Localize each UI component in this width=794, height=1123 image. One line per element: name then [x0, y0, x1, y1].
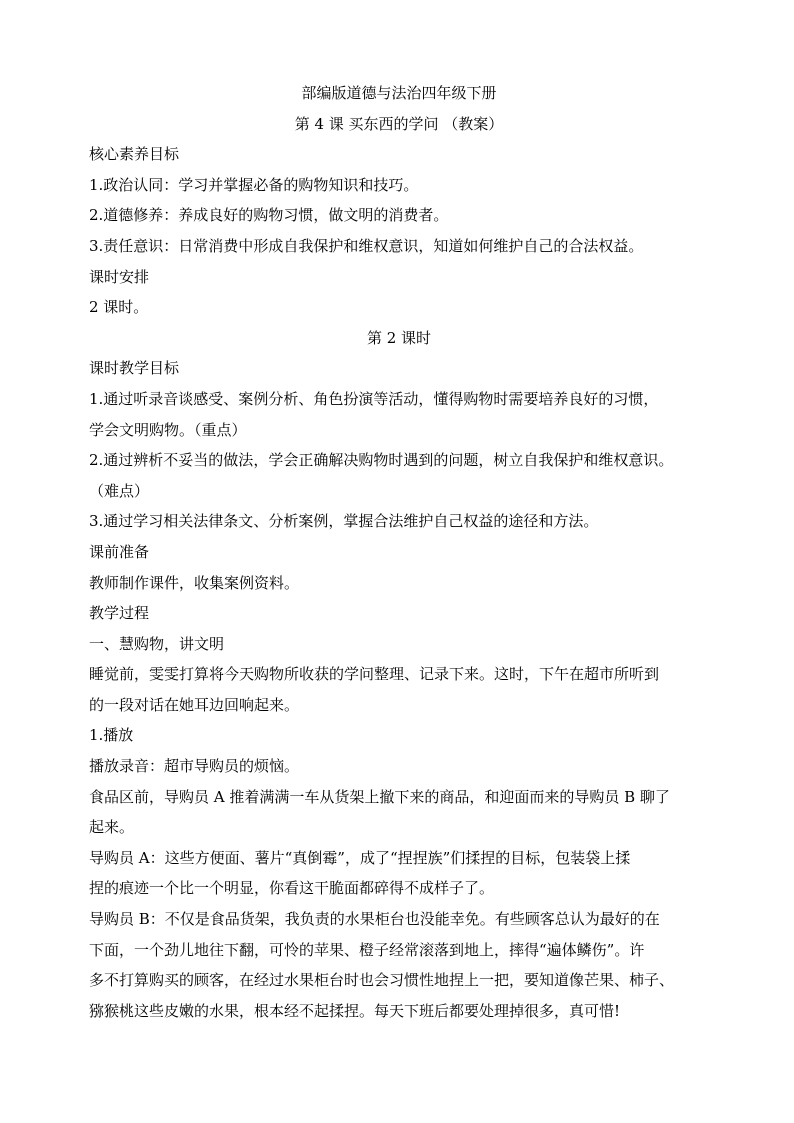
- step-1-heading: 1.播放: [89, 726, 134, 745]
- core-item-3: 3.责任意识：日常消费中形成自我保护和维权意识，知道如何维护自己的合法权益。: [89, 236, 644, 255]
- process-heading: 教学过程: [89, 604, 150, 623]
- document-page: [89, 78, 709, 1026]
- schedule-heading: 课时安排: [89, 267, 150, 286]
- goal-item-1-line-2: 学会文明购物。（重点）: [89, 420, 247, 439]
- core-item-1: 1.政治认同：学习并掌握必备的购物知识和技巧。: [89, 175, 419, 194]
- lesson-title: 第 2 课时: [366, 328, 432, 347]
- goal-heading: 课时教学目标: [89, 359, 180, 378]
- section-1-heading: 一、慧购物，讲文明: [89, 634, 225, 653]
- scene-line-1: 食品区前，导购员 A 推着满满一车从货架上撤下来的商品，和迎面而来的导购员 B 聊了: [89, 787, 670, 806]
- play-text: 播放录音：超市导购员的烦恼。: [89, 757, 300, 776]
- core-heading: 核心素养目标: [89, 145, 180, 164]
- goal-item-3: 3.通过学习相关法律条文、分析案例，掌握合法维护自己权益的途径和方法。: [89, 512, 599, 531]
- document-title: 部编版道德与法治四年级下册: [301, 84, 497, 102]
- dialogue-a-line-2: 捏的痕迹一个比一个明显，你看这干脆面都碎得不成样子了。: [89, 879, 495, 898]
- dialogue-a-line-1: 导购员 A：这些方便面、薯片“真倒霉”，成了“捏捏族”们揉捏的目标，包装袋上揉: [89, 848, 631, 867]
- core-item-2: 2.道德修养：养成良好的购物习惯，做文明的消费者。: [89, 206, 449, 225]
- dialogue-b-line-3: 多不打算购买的顾客，在经过水果柜台时也会习惯性地捏上一把，要知道像芒果、柿子、: [89, 971, 675, 990]
- schedule-text: 2 课时。: [89, 298, 149, 317]
- goal-item-2-line-2: （难点）: [89, 481, 150, 500]
- document-subtitle: 第 4 课 买东西的学问 （教案）: [294, 114, 504, 133]
- goal-item-1-line-1: 1.通过听录音谈感受、案例分析、角色扮演等活动，懂得购物时需要培养良好的习惯，: [89, 389, 659, 408]
- dialogue-b-line-1: 导购员 B：不仅是食品货架，我负责的水果柜台也没能幸免。有些顾客总认为最好的在: [89, 910, 660, 929]
- dialogue-b-line-4: 猕猴桃这些皮嫩的水果，根本经不起揉捏。每天下班后都要处理掉很多，真可惜!: [89, 1001, 621, 1020]
- goal-item-2-line-1: 2.通过辨析不妥当的做法，学会正确解决购物时遇到的问题，树立自我保护和维权意识。: [89, 451, 674, 470]
- intro-line-2: 的一段对话在她耳边回响起来。: [89, 695, 300, 714]
- intro-line-1: 睡觉前，雯雯打算将今天购物所收获的学问整理、记录下来。这时，下午在超市所听到: [89, 665, 660, 684]
- dialogue-b-line-2: 下面，一个劲儿地往下翻，可怜的苹果、橙子经常滚落到地上，摔得“遍体鳞伤”。许: [89, 940, 645, 959]
- scene-line-2: 起来。: [89, 818, 135, 837]
- prep-heading: 课前准备: [89, 542, 150, 561]
- prep-text: 教师制作课件，收集案例资料。: [89, 573, 300, 592]
